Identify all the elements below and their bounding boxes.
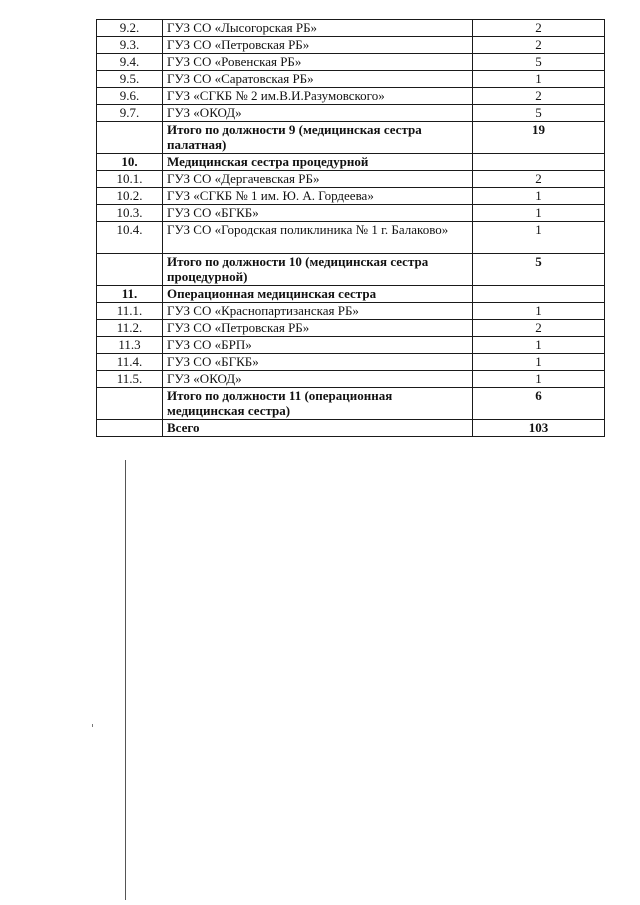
row-quantity: 1 bbox=[473, 188, 605, 205]
row-quantity: 1 bbox=[473, 205, 605, 222]
row-organization: ГУЗ СО «Петровская РБ» bbox=[163, 37, 473, 54]
row-number: 11.1. bbox=[97, 303, 163, 320]
row-organization: ГУЗ «ОКОД» bbox=[163, 105, 473, 122]
row-quantity: 2 bbox=[473, 88, 605, 105]
row-organization: Итого по должности 9 (медицинская сестра палатная) bbox=[163, 122, 473, 154]
row-number: 10.2. bbox=[97, 188, 163, 205]
row-organization: ГУЗ «СГКБ № 1 им. Ю. А. Гордеева» bbox=[163, 188, 473, 205]
row-number bbox=[97, 254, 163, 286]
row-quantity: 2 bbox=[473, 171, 605, 188]
row-quantity bbox=[473, 286, 605, 303]
table-row bbox=[97, 254, 605, 286]
row-quantity: 1 bbox=[473, 354, 605, 371]
table-row bbox=[97, 286, 605, 303]
row-organization: ГУЗ СО «Краснопартизанская РБ» bbox=[163, 303, 473, 320]
row-number: 10.1. bbox=[97, 171, 163, 188]
table-row bbox=[97, 20, 605, 37]
row-quantity: 5 bbox=[473, 54, 605, 71]
row-organization: ГУЗ СО «БРП» bbox=[163, 337, 473, 354]
table-row bbox=[97, 337, 605, 354]
table-row bbox=[97, 388, 605, 420]
row-quantity: 1 bbox=[473, 303, 605, 320]
row-organization: ГУЗ СО «Саратовская РБ» bbox=[163, 71, 473, 88]
table-row bbox=[97, 122, 605, 154]
row-organization: Медицинская сестра процедурной bbox=[163, 154, 473, 171]
row-number: 9.3. bbox=[97, 37, 163, 54]
row-organization: ГУЗ «ОКОД» bbox=[163, 371, 473, 388]
row-quantity: 1 bbox=[473, 222, 605, 254]
row-organization: Всего bbox=[163, 420, 473, 437]
row-organization: ГУЗ СО «Дергачевская РБ» bbox=[163, 171, 473, 188]
table-row bbox=[97, 205, 605, 222]
row-organization: ГУЗ СО «Петровская РБ» bbox=[163, 320, 473, 337]
table-row bbox=[97, 303, 605, 320]
row-quantity: 2 bbox=[473, 320, 605, 337]
row-organization: Итого по должности 10 (медицинская сестра процедурной) bbox=[163, 254, 473, 286]
row-number bbox=[97, 388, 163, 420]
scan-speck bbox=[92, 724, 93, 727]
row-number: 11.4. bbox=[97, 354, 163, 371]
table-row bbox=[97, 420, 605, 437]
table-row bbox=[97, 320, 605, 337]
row-organization: ГУЗ СО «Ровенская РБ» bbox=[163, 54, 473, 71]
row-organization: ГУЗ СО «БГКБ» bbox=[163, 205, 473, 222]
row-number: 10.4. bbox=[97, 222, 163, 254]
row-number: 11. bbox=[97, 286, 163, 303]
row-quantity: 5 bbox=[473, 254, 605, 286]
row-number: 9.7. bbox=[97, 105, 163, 122]
row-number bbox=[97, 122, 163, 154]
table-body bbox=[97, 20, 605, 437]
row-quantity: 6 bbox=[473, 388, 605, 420]
row-number: 10. bbox=[97, 154, 163, 171]
row-number: 9.4. bbox=[97, 54, 163, 71]
row-quantity: 5 bbox=[473, 105, 605, 122]
table-row bbox=[97, 222, 605, 254]
row-organization: ГУЗ СО «БГКБ» bbox=[163, 354, 473, 371]
table-row bbox=[97, 354, 605, 371]
table-row bbox=[97, 371, 605, 388]
table-row bbox=[97, 188, 605, 205]
row-organization: ГУЗ «СГКБ № 2 им.В.И.Разумовского» bbox=[163, 88, 473, 105]
row-number: 11.2. bbox=[97, 320, 163, 337]
row-number: 9.5. bbox=[97, 71, 163, 88]
row-number bbox=[97, 420, 163, 437]
table-row bbox=[97, 171, 605, 188]
table-row bbox=[97, 154, 605, 171]
table-row bbox=[97, 71, 605, 88]
row-number: 11.3 bbox=[97, 337, 163, 354]
row-quantity: 2 bbox=[473, 37, 605, 54]
margin-line bbox=[125, 460, 126, 900]
row-quantity: 1 bbox=[473, 371, 605, 388]
row-quantity: 103 bbox=[473, 420, 605, 437]
row-quantity: 19 bbox=[473, 122, 605, 154]
row-quantity: 1 bbox=[473, 71, 605, 88]
row-organization: ГУЗ СО «Городская поликлиника № 1 г. Балаково» bbox=[163, 222, 473, 254]
table-row bbox=[97, 54, 605, 71]
row-organization: Итого по должности 11 (операционная медицинская сестра) bbox=[163, 388, 473, 420]
row-organization: ГУЗ СО «Лысогорская РБ» bbox=[163, 20, 473, 37]
table-row bbox=[97, 88, 605, 105]
row-quantity bbox=[473, 154, 605, 171]
row-quantity: 2 bbox=[473, 20, 605, 37]
row-number: 11.5. bbox=[97, 371, 163, 388]
row-organization: Операционная медицинская сестра bbox=[163, 286, 473, 303]
table-row bbox=[97, 105, 605, 122]
table-row bbox=[97, 37, 605, 54]
row-number: 10.3. bbox=[97, 205, 163, 222]
row-number: 9.6. bbox=[97, 88, 163, 105]
row-quantity: 1 bbox=[473, 337, 605, 354]
row-number: 9.2. bbox=[97, 20, 163, 37]
staffing-table bbox=[96, 19, 605, 437]
